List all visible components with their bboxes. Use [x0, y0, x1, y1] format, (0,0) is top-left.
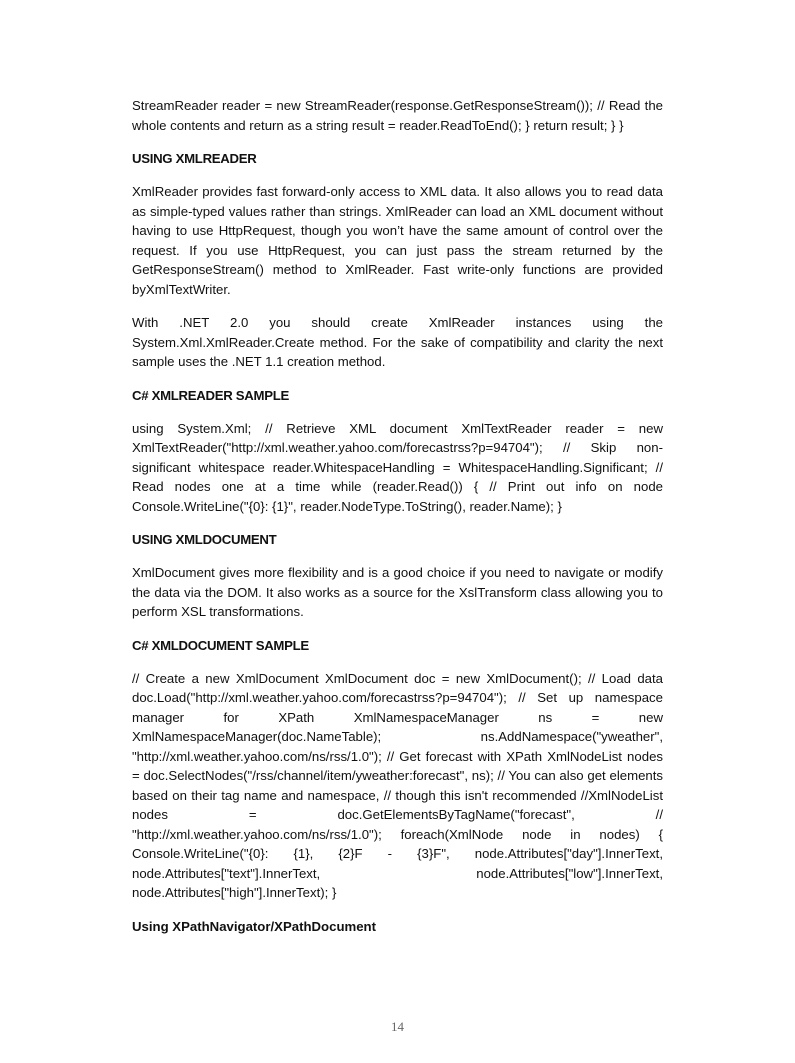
heading-xpathnavigator: Using XPathNavigator/XPathDocument — [132, 918, 377, 934]
paragraph-xmlreader-intro: XmlReader provides fast forward-only access to XML data. It also allows you to read data as simple-typed values rather than strings. XmlReader can load an XML document without having to use HttpRequest, though you won’t have the same amount of control over the request. If you use HttpRequest, you can just pass the stream returned by the GetResponseStream() method to XmlReader. Fast write-only functions are provided byXmlTextWriter. — [132, 184, 663, 297]
heading-xmlreader-sample: C# XMLREADER SAMPLE — [132, 387, 289, 403]
paragraph-xmldocument-intro: XmlDocument gives more flexibility and is a good choice if you need to navigate or modify the data via the DOM. It also works as a source for the XslTransform class allowing you to perform XSL transformations. — [132, 565, 663, 619]
paragraph-xmldocument-sample-code: // Create a new XmlDocument XmlDocument doc = new XmlDocument(); // Load data doc.Load("http://xml.weather.yahoo.com/forecastrss?p=94704"); // Set up namespace manager for XPath XmlNamespaceManager ns = new XmlNamespaceManager(doc.NameTable); ns.AddNamespace("yweather", "http://xml.weather.yahoo.com/ns/rss/1.0"); // Get forecast with XPath XmlNodeList nodes = doc.SelectNodes("/rss/channel/item/yweather:forecast", ns); // You can also get elements based on their tag name and namespace, // though this isn't recommended //XmlNodeList nodes = doc.GetElementsByTagName("forecast", // "http://xml.weather.yahoo.com/ns/rss/1.0"); foreach(XmlNode node in nodes) { Console.WriteLine("{0}: {1}, {2}F - {3}F", node.Attributes["day"].InnerText, node.Attributes["text"].InnerText, node.Attributes["low"].InnerText, node.Attributes["high"].InnerText); } — [132, 670, 663, 900]
paragraph-streamreader-code: StreamReader reader = new StreamReader(response.GetResponseStream()); // Read the whole contents and return as a string result = reader.ReadToEnd(); } return result; } } — [132, 98, 663, 133]
heading-using-xmlreader: USING XMLREADER — [132, 151, 257, 166]
page-number: 14 — [391, 1019, 404, 1034]
heading-xmldocument-sample: C# XMLDOCUMENT SAMPLE — [132, 637, 309, 653]
paragraph-xmlreader-sample-code: using System.Xml; // Retrieve XML document XmlTextReader reader = new XmlTextReader("http://xml.weather.yahoo.com/forecastrss?p=94704"); // Skip non-significant whitespace reader.WhitespaceHandling = WhitespaceHandling.Significant; // Read nodes one at a time while (reader.Read()) { // Print out info on node Console.WriteLine("{0}: {1}", reader.NodeType.ToString(), reader.Name); } — [132, 420, 663, 514]
document-page — [132, 96, 663, 950]
heading-using-xmldocument: USING XMLDOCUMENT — [132, 532, 277, 547]
paragraph-xmlreader-create: With .NET 2.0 you should create XmlReader instances using the System.Xml.XmlReader.Create method. For the sake of compatibility and clarity the next sample uses the .NET 1.1 creation method. — [132, 315, 663, 369]
